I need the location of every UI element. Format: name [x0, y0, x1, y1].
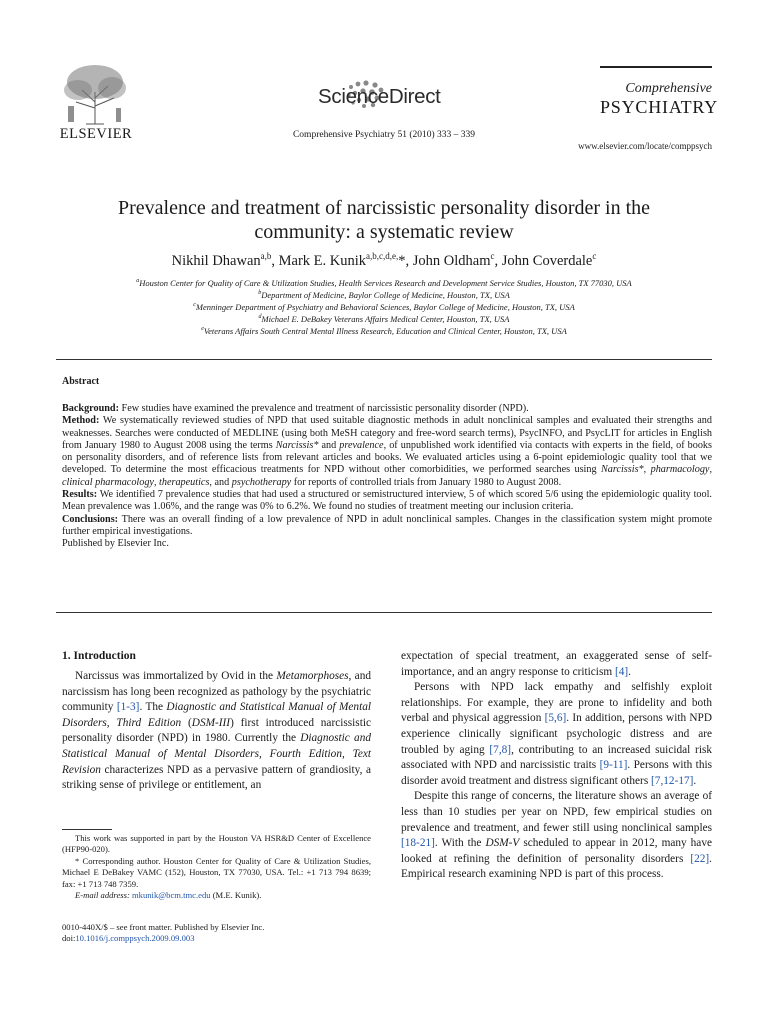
italic-text: DSM-V — [485, 837, 520, 850]
paragraph — [401, 649, 712, 680]
abstract-heading: Abstract — [62, 376, 100, 387]
email-label: E-mail address: — [75, 890, 130, 901]
abstract-text: for reports of controlled trials from January 1980 to August 2008. — [291, 476, 562, 488]
paragraph — [62, 669, 371, 794]
body-text: . In addition, persons with NPD experience clinically significant psychologic distress and are troubled by aging — [401, 712, 712, 756]
journal-url[interactable]: www.elsevier.com/locate/comppsych — [578, 141, 712, 151]
author-affiliation-marker: c — [490, 251, 495, 261]
author-affiliation-marker: c — [592, 251, 597, 261]
issn-note: 0010-440X/$ – see front matter. Published by Elsevier Inc. — [62, 922, 265, 932]
footnotes — [62, 833, 371, 901]
journal-name-line1: Comprehensive — [625, 81, 712, 96]
abstract-top-rule — [56, 359, 712, 360]
author-affiliation-marker: a,b,c,d,e, — [366, 251, 399, 261]
abstract-label: Results: — [62, 489, 98, 501]
abstract-results — [62, 489, 712, 514]
journal-citation: Comprehensive Psychiatry 51 (2010) 333 – 339 — [292, 130, 476, 140]
doi-link[interactable]: 10.1016/j.comppsych.2009.09.003 — [75, 933, 195, 944]
paragraph — [401, 789, 712, 883]
corresponding-author-footnote: * Corresponding author. Houston Center for Quality of Care & Utilization Studies, Michael E DeBakey VAMC (152), Houston, TX 77030, USA. Tel.: +1 713 794 8639; fax: +1 713 748 7359. — [62, 855, 371, 889]
body-text: , contributing to an increased suicidal risk associated with NPD and narcissistic traits — [401, 743, 712, 772]
body-text: expectation of special treatment, an exaggerated sense of self-importance, and an angry response to criticism — [401, 650, 712, 678]
author-name: John Oldham — [412, 252, 491, 269]
email-link[interactable]: mkunik@bcm.tmc.edu — [131, 890, 211, 901]
abstract-text: There was an overall finding of a low prevalence of NPD in adult nonclinical samples. Changes in the classification system might promote further empirical investigations. — [62, 513, 712, 537]
publisher-wordmark: ELSEVIER — [59, 126, 133, 142]
abstract-body — [62, 403, 712, 551]
journal-name-line2: PSYCHIATRY — [600, 97, 719, 117]
search-term: psychotherapy — [231, 476, 292, 488]
body-text: characterizes NPD as a pervasive pattern of grandiosity, a striking sense of privilege or entitlement, an — [62, 763, 371, 792]
affiliation-marker: b — [258, 290, 262, 296]
abstract-method — [62, 415, 712, 489]
affiliation-marker: c — [193, 302, 196, 308]
affiliation-text: Department of Medicine, Baylor College of Medicine, Houston, TX, USA — [261, 289, 510, 300]
body-text: scheduled to appear in 2012, many have looked at refining the definition of personality disorders — [401, 837, 712, 865]
abstract-publisher-note: Published by Elsevier Inc. — [62, 538, 169, 550]
abstract-text: , — [643, 464, 651, 476]
abstract-text: We systematically reviewed studies of NPD that used suitable diagnostic methods in adult nonclinical samples and evaluated their strengths and weaknesses. Searches were conducted of MEDLINE (using both MeSH category and free-word search terms), PsycINFO, and PsycLIT for articles in English from January 1980 to August 2008 using the terms — [62, 415, 712, 451]
citation-link[interactable]: [5,6] — [544, 712, 567, 725]
affiliation — [0, 323, 768, 337]
right-column — [401, 649, 712, 883]
article-title: Prevalence and treatment of narcissistic personality disorder in the community: a systematic review — [117, 197, 651, 243]
abstract-text: , — [709, 464, 712, 476]
author-name: John Coverdale — [501, 252, 593, 269]
italic-text: Diagnostic and Statistical Manual of Mental Disorders, Third Edition — [62, 701, 371, 729]
email-suffix: (M.E. Kunik). — [210, 890, 262, 901]
citation-link[interactable]: [1-3] — [116, 701, 140, 714]
search-term: clinical pharmacology — [62, 476, 154, 488]
elsevier-tree-logo-icon — [56, 62, 134, 126]
left-column — [62, 669, 371, 794]
front-matter-notes — [62, 922, 371, 945]
body-text: Narcissus was immortalized by Ovid in the — [75, 670, 277, 682]
paragraph — [401, 680, 712, 789]
email-footnote — [62, 890, 371, 901]
search-term: Narcissis* — [275, 439, 319, 451]
author-list — [0, 251, 768, 270]
citation-link[interactable]: [9-11] — [599, 759, 628, 772]
citation-link[interactable]: [7,12-17] — [651, 774, 694, 787]
funding-footnote: This work was supported in part by the Houston VA HSR&D Center of Excellence (HFP90-020). — [62, 833, 371, 855]
author-affiliation-marker: a,b — [260, 251, 272, 261]
abstract-text: Few studies have examined the prevalence and treatment of narcissistic personality disorder (NPD). — [121, 403, 529, 414]
abstract-text: , — [153, 476, 160, 488]
search-term: prevalence — [339, 439, 384, 451]
body-text: Persons with NPD lack empathy and selfishly exploit relationships. For example, they are prone to infidelity and both verbal and physical aggression — [401, 681, 712, 725]
italic-text: Metamorphoses — [276, 670, 349, 682]
citation-link[interactable]: [7,8] — [489, 743, 512, 756]
citation-link[interactable]: [4] — [614, 665, 629, 678]
section-heading: 1. Introduction — [62, 650, 136, 662]
abstract-text: We identified 7 prevalence studies that had used a structured or semistructured interview, 5 of which scored 5/6 using the epidemiologic quality tool. Mean prevalence was 1.06%, and the range was 0% to 6.2%. We found no studies of treatment meeting our inclusion criteria. — [62, 489, 712, 513]
abstract-text: , and — [209, 476, 232, 488]
author-separator: , — [271, 252, 279, 269]
body-text: . Empirical research examining NPD is part of this process. — [401, 852, 712, 881]
affiliation-marker: a — [136, 278, 140, 284]
body-text: . With the — [434, 837, 486, 850]
abstract-conclusions — [62, 514, 712, 539]
body-text: ) first introduced narcissistic personality disorder (NPD) in 1980. Currently the — [62, 716, 371, 745]
affiliation-text: Houston Center for Quality of Care & Utilization Studies, Health Services Research and Development Service Studies, Houston, TX 77030, USA — [139, 277, 632, 288]
corresponding-author-marker[interactable]: * — [398, 252, 406, 269]
affiliation-text: Menninger Department of Psychiatry and Behavioral Sciences, Baylor College of Medicine, Houston, TX, USA — [195, 301, 575, 312]
body-text: . Persons with this disorder avoid treatment and distress significant others — [401, 759, 712, 787]
abstract-text: and — [318, 439, 340, 451]
author-separator: , — [405, 252, 413, 269]
author-separator: , — [494, 252, 502, 269]
search-term: pharmacology — [650, 464, 710, 476]
abstract-label: Background: — [62, 403, 119, 414]
body-text: , and narcissism has long been recognized as pathology by the psychiatric community — [62, 670, 371, 714]
affiliation-text: Veterans Affairs South Central Mental Illness Research, Education and Clinical Center, Houston, TX, USA — [203, 325, 567, 336]
body-text: Despite this range of concerns, the literature shows an average of less than 10 studies per year on NPD, few empirical studies on prevalence and treatment, and fewer still using nonclinical samples — [401, 790, 712, 834]
italic-text: DSM-III — [191, 716, 231, 729]
citation-link[interactable]: [22] — [690, 852, 710, 865]
journal-header-rule — [600, 66, 712, 68]
abstract-text: , of unpublished work identified via contacts with experts in the field, of books on personality disorders, and of reference lists from relevant articles and books. We evaluated articles using a 6-point epidemiologic quality tool that we developed. To determine the most efficacious treatments for NPD without other comorbidities, we performed searches using — [62, 439, 712, 476]
footnote-rule — [62, 829, 112, 830]
abstract-label: Method: — [62, 415, 100, 427]
body-text: . — [693, 774, 697, 787]
doi-label: doi: — [62, 933, 76, 944]
author-name: Nikhil Dhawan — [171, 252, 261, 269]
abstract-label: Conclusions: — [62, 513, 119, 525]
affiliation-text: Michael E. DeBakey Veterans Affairs Medical Center, Houston, TX, USA — [261, 313, 510, 324]
sciencedirect-wordmark: ScienceDirect — [318, 85, 441, 108]
search-term: Narcissis* — [600, 464, 644, 476]
body-text: ( — [181, 716, 192, 729]
body-text: . — [628, 665, 631, 678]
italic-text: Diagnostic and Statistical Manual of Mental Disorders, Fourth Edition, Text Revision — [62, 732, 371, 776]
citation-link[interactable]: [18-21] — [401, 837, 435, 850]
author-name: Mark E. Kunik — [278, 252, 367, 269]
doi-note — [62, 933, 371, 944]
body-text: . The — [139, 701, 167, 714]
affiliation-marker: e — [201, 326, 204, 332]
abstract-background — [62, 403, 712, 415]
affiliation-marker: d — [258, 314, 262, 320]
abstract-bottom-rule — [56, 612, 712, 613]
search-term: therapeutics — [159, 476, 210, 488]
